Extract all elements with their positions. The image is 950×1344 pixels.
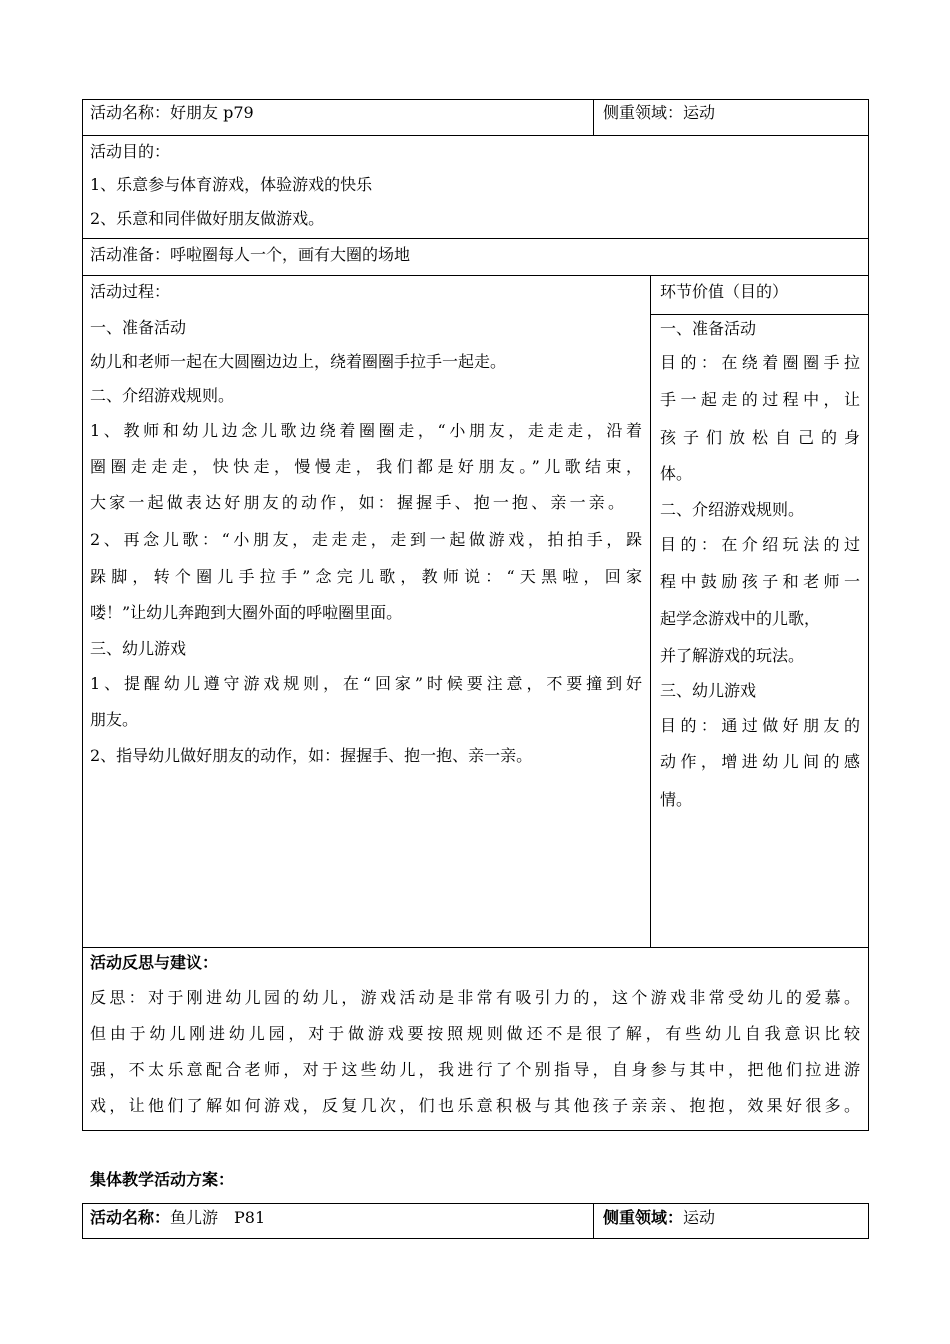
process-line: 朋友。 <box>90 710 139 729</box>
activity-name: 活动名称：好朋友 p79 <box>90 103 254 122</box>
goal-item: 2、乐意和同伴做好朋友做游戏。 <box>90 209 325 228</box>
process-line: 三、幼儿游戏 <box>90 639 187 658</box>
process-line: 2、再念儿歌：“小朋友，走走走，走到一起做游戏，拍拍手，跺 <box>90 530 642 549</box>
value-line: 动作，增进幼儿间的感 <box>660 752 860 771</box>
process-line: 一、准备活动 <box>90 318 187 337</box>
value-line: 目的：在介绍玩法的过 <box>660 535 860 554</box>
reflection-line: 强，不太乐意配合老师，对于这些幼儿，我进行了个别指导，自身参与其中，把他们拉进游 <box>90 1060 860 1079</box>
row-divider <box>82 135 869 136</box>
value-line: 情。 <box>660 790 693 809</box>
process-line: 二、介绍游戏规则。 <box>90 386 235 405</box>
process-line: 2、指导幼儿做好朋友的动作，如：握握手、抱一抱、亲一亲。 <box>90 746 533 765</box>
value-line: 目的：在绕着圈圈手拉 <box>660 353 860 372</box>
col-divider <box>593 99 594 135</box>
value-line: 并了解游戏的玩法。 <box>660 646 805 665</box>
value-header-divider <box>650 314 869 315</box>
value-line: 孩子们放松自己的身 <box>660 428 860 447</box>
col-divider <box>650 275 651 947</box>
reflection-line: 反思：对于刚进幼儿园的幼儿，游戏活动是非常有吸引力的，这个游戏非常受幼儿的爱慕。 <box>90 988 860 1007</box>
goal-item: 1、乐意参与体育游戏，体验游戏的快乐 <box>90 175 373 194</box>
section-title: 集体教学活动方案： <box>90 1170 235 1189</box>
reflection-line: 但由于幼儿刚进幼儿园，对于做游戏要按照规则做还不是很了解，有些幼儿自我意识比较 <box>90 1024 860 1043</box>
value-line: 三、幼儿游戏 <box>660 681 757 700</box>
activity-name-value: 鱼儿游 P81 <box>170 1208 266 1227</box>
goal-title: 活动目的： <box>90 142 171 161</box>
process-line: 圈圈走走走，快快走，慢慢走，我们都是好朋友。”儿歌结束， <box>90 457 642 476</box>
process-line: 大家一起做表达好朋友的动作，如：握握手、抱一抱、亲一亲。 <box>90 493 624 512</box>
value-line: 程中鼓励孩子和老师一 <box>660 572 860 591</box>
process-line: 1、教师和幼儿边念儿歌边绕着圈圈走，“小朋友，走走走，沿着 <box>90 421 642 440</box>
focus-area-value: 运动 <box>683 1208 716 1227</box>
process-line: 幼儿和老师一起在大圆圈边边上，绕着圈圈手拉手一起走。 <box>90 352 507 371</box>
preparation: 活动准备：呼啦圈每人一个，画有大圈的场地 <box>90 245 411 264</box>
row-divider <box>82 238 869 239</box>
value-line: 起学念游戏中的儿歌， <box>660 609 821 628</box>
reflection-title: 活动反思与建议： <box>90 953 219 972</box>
value-line: 一、准备活动 <box>660 319 757 338</box>
process-line: 跺脚，转个圈儿手拉手”念完儿歌，教师说：“天黑啦，回家 <box>90 567 642 586</box>
process-line: 喽！”让幼儿奔跑到大圈外面的呼啦圈里面。 <box>90 603 403 622</box>
value-line: 体。 <box>660 464 693 483</box>
value-line: 二、介绍游戏规则。 <box>660 500 805 519</box>
activity-name-label: 活动名称： <box>90 1208 171 1227</box>
value-line: 目的：通过做好朋友的 <box>660 716 860 735</box>
activity-name-2 <box>90 1208 265 1228</box>
focus-area-label: 侧重领域： <box>603 1208 684 1227</box>
focus-area: 侧重领域：运动 <box>603 103 716 122</box>
process-title: 活动过程： <box>90 282 171 301</box>
row-divider <box>82 275 869 276</box>
process-line: 1、提醒幼儿遵守游戏规则，在“回家”时候要注意，不要撞到好 <box>90 674 642 693</box>
row-divider <box>82 947 869 948</box>
value-title: 环节价值（目的） <box>660 282 789 301</box>
reflection-line: 戏，让他们了解如何游戏，反复几次，们也乐意积极与其他孩子亲亲、抱抱，效果好很多。 <box>90 1096 860 1115</box>
col-divider <box>593 1203 594 1239</box>
focus-area-2 <box>603 1208 715 1228</box>
value-line: 手一起走的过程中，让 <box>660 390 860 409</box>
